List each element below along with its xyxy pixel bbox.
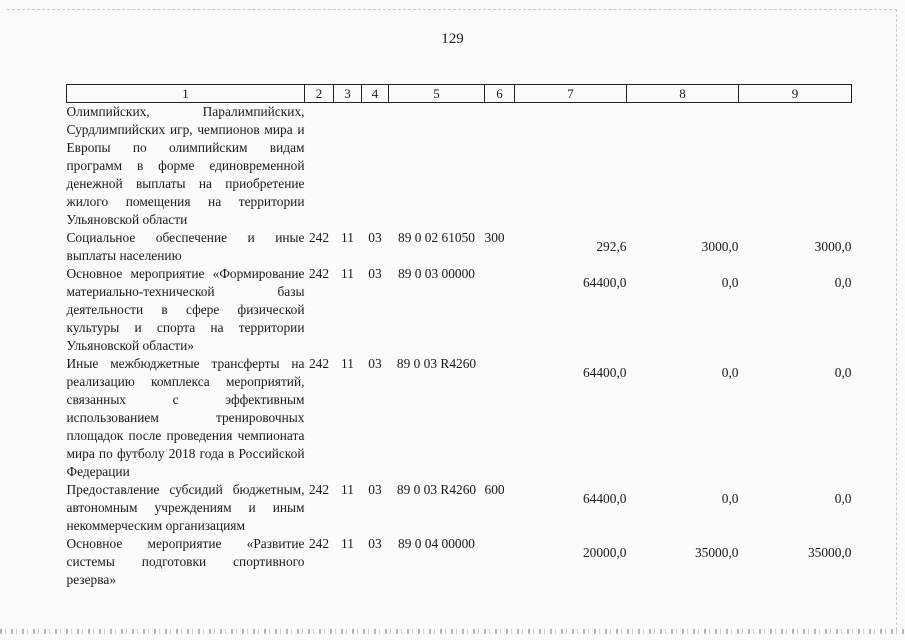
cell-col4 <box>362 103 389 230</box>
column-header-1: 1 <box>67 85 305 103</box>
page-number: 129 <box>441 31 464 47</box>
cell-col5: 89 0 03 00000 <box>398 266 475 281</box>
column-number-row <box>67 85 852 103</box>
cell-col5: 89 0 04 00000 <box>398 536 475 551</box>
cell-col3: 11 <box>341 482 354 497</box>
column-header-8: 8 <box>627 85 739 103</box>
cell-col5 <box>389 103 485 230</box>
cell-col4: 03 <box>368 266 382 281</box>
cell-col2: 242 <box>308 356 330 371</box>
cell-col8 <box>627 229 739 265</box>
cell-col6: 600 <box>484 482 505 497</box>
cell-col2 <box>305 103 334 230</box>
value-col8: 35000,0 <box>694 545 739 560</box>
cell-col4: 03 <box>368 536 382 551</box>
cell-col7 <box>515 535 627 589</box>
row-name: Иные межбюджетные трансферты на реализацию комплекса мероприятий, связанных с эффективным использованием тренировочных площадок после проведения чемпионата мира по футболу 2018 года в Российской Федерации <box>66 356 305 479</box>
row-name: Основное мероприятие «Развитие системы подготовки спортивного резерва» <box>66 536 305 587</box>
cell-col8 <box>627 481 739 535</box>
cell-col9 <box>739 265 852 355</box>
row-name: Основное мероприятие «Формирование материально-технической базы деятельности в сфере физической культуры и спорта на территории Ульяновской области» <box>66 266 305 353</box>
cell-col3: 11 <box>341 230 354 245</box>
table-row <box>67 103 852 230</box>
value-col9: 3000,0 <box>814 239 852 254</box>
value-col8: 3000,0 <box>701 239 739 254</box>
column-header-2: 2 <box>305 85 334 103</box>
cell-col2: 242 <box>308 536 330 551</box>
cell-col8 <box>627 265 739 355</box>
cell-col7 <box>515 355 627 481</box>
value-col7: 20000,0 <box>582 545 627 560</box>
cell-col7 <box>515 481 627 535</box>
cell-col6 <box>485 355 515 481</box>
scan-edge-artifact <box>0 629 905 634</box>
cell-col9 <box>739 481 852 535</box>
cell-col3: 11 <box>341 266 354 281</box>
table-row <box>67 265 852 355</box>
cell-col3: 11 <box>341 356 354 371</box>
cell-col8 <box>627 535 739 589</box>
cell-col8 <box>627 355 739 481</box>
cell-col7 <box>515 229 627 265</box>
value-col9: 35000,0 <box>807 545 852 560</box>
column-header-9: 9 <box>739 85 852 103</box>
cell-col6 <box>485 535 515 589</box>
cell-col4: 03 <box>368 356 382 371</box>
table-row <box>67 535 852 589</box>
cell-col2: 242 <box>308 482 330 497</box>
value-col8: 0,0 <box>721 491 739 506</box>
cell-col8 <box>627 103 739 230</box>
cell-col7 <box>515 103 627 230</box>
value-col7: 64400,0 <box>582 365 627 380</box>
cell-col2: 242 <box>308 266 330 281</box>
row-name: Предоставление субсидий бюджетным, автономным учреждениям и иным некоммерческим организациям <box>66 482 305 533</box>
cell-col7 <box>515 265 627 355</box>
value-col7: 64400,0 <box>582 275 627 290</box>
cell-col6 <box>485 265 515 355</box>
row-name: Социальное обеспечение и иные выплаты населению <box>66 230 305 263</box>
cell-col5: 89 0 02 61050 <box>398 230 475 245</box>
cell-col5: 89 0 03 R4260 <box>396 356 477 371</box>
column-header-5: 5 <box>389 85 485 103</box>
column-header-4: 4 <box>362 85 389 103</box>
cell-col3 <box>334 103 362 230</box>
cell-col9 <box>739 229 852 265</box>
budget-table <box>66 84 852 589</box>
value-col9: 0,0 <box>834 365 852 380</box>
cell-col9 <box>739 103 852 230</box>
value-col7: 64400,0 <box>582 491 627 506</box>
column-header-3: 3 <box>334 85 362 103</box>
cell-col2: 242 <box>308 230 330 245</box>
table-row <box>67 355 852 481</box>
cell-col4: 03 <box>368 482 382 497</box>
cell-col9 <box>739 535 852 589</box>
cell-col6 <box>485 103 515 230</box>
value-col9: 0,0 <box>834 491 852 506</box>
cell-col6: 300 <box>484 230 505 245</box>
row-name: Олимпийских, Паралимпийских, Сурдлимпийских игр, чемпионов мира и Европы по олимпийским видам программ в форме единовременной денежной выплаты на приобретение жилого помещения на территории Ульяновской области <box>66 104 305 227</box>
cell-col4: 03 <box>368 230 382 245</box>
table-row <box>67 481 852 535</box>
value-col7: 292,6 <box>596 239 627 254</box>
column-header-6: 6 <box>485 85 515 103</box>
cell-col9 <box>739 355 852 481</box>
value-col8: 0,0 <box>721 275 739 290</box>
value-col8: 0,0 <box>721 365 739 380</box>
column-header-7: 7 <box>515 85 627 103</box>
cell-col5: 89 0 03 R4260 <box>396 482 477 497</box>
cell-col3: 11 <box>341 536 354 551</box>
table-row <box>67 229 852 265</box>
value-col9: 0,0 <box>834 275 852 290</box>
